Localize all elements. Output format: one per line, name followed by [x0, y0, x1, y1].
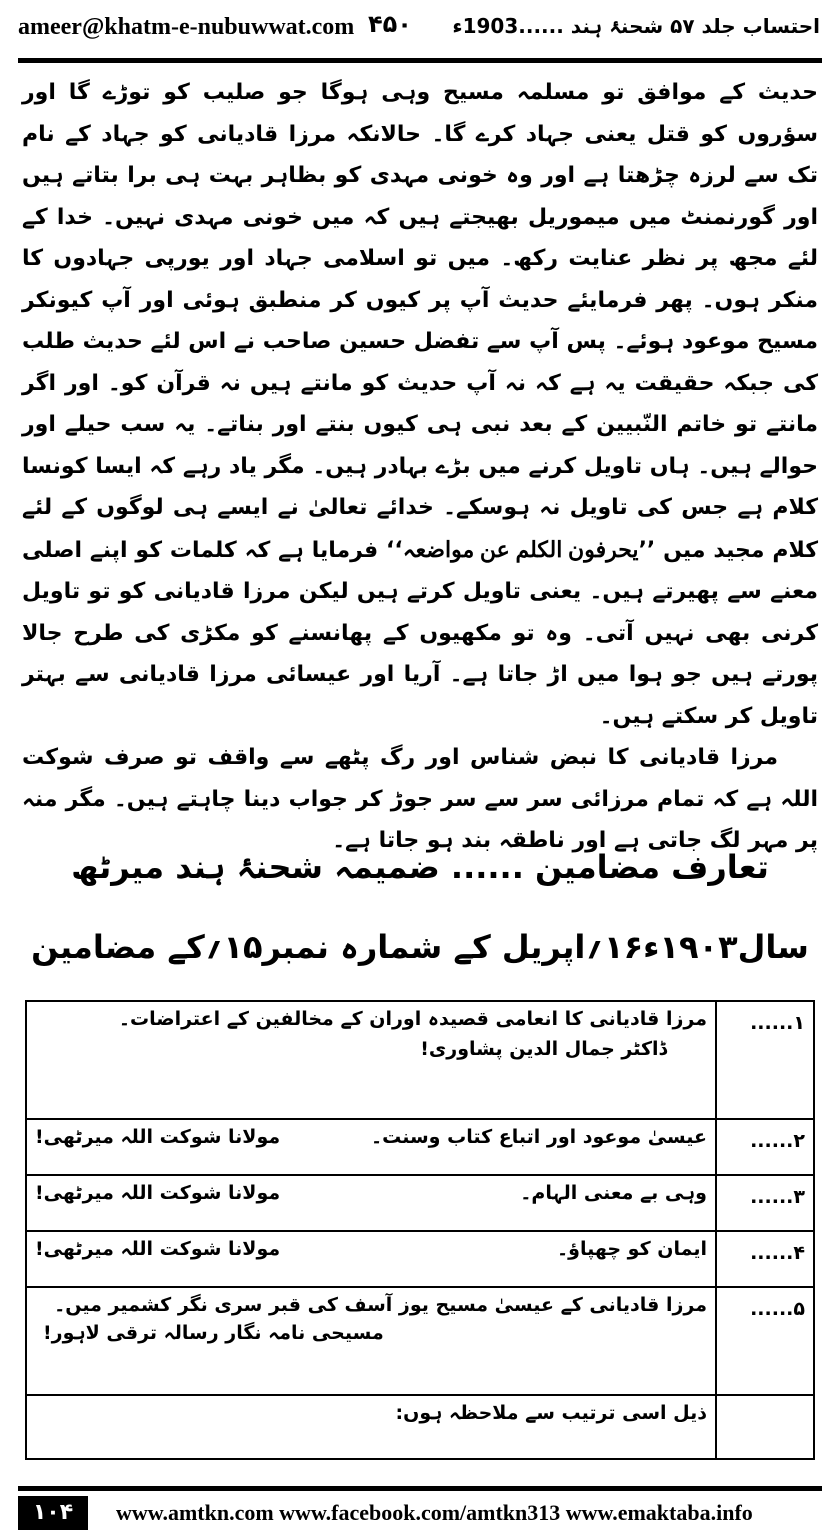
row-author: مولانا شوکت اللہ میرٹھی! — [35, 1238, 281, 1260]
row-title: مرزا قادیانی کے عیسیٰ مسیح یوز آسف کی قبر سری نگر کشمیر میں۔ — [54, 1294, 707, 1316]
row-author: مسیحی نامہ نگار رسالہ ترقی لاہور! — [43, 1322, 384, 1344]
section-subheading: سال۱۹۰۳ء۱۶؍اپریل کے شمارہ نمبر۱۵؍کے مضامین — [31, 928, 809, 966]
row-number: ۴...... — [716, 1231, 814, 1287]
contents-table — [25, 1000, 815, 1460]
row-number: ۲...... — [716, 1119, 814, 1175]
row-content — [26, 1287, 716, 1395]
table-row — [26, 1175, 814, 1231]
row-title: ذیل اسی ترتیب سے ملاحظہ ہوں: — [395, 1402, 707, 1424]
section-heading: تعارف مضامین ...... ضمیمہ شحنۂ ہند میرٹھ — [71, 848, 769, 886]
table-row — [26, 1001, 814, 1119]
row-content — [26, 1395, 716, 1459]
row-content — [26, 1231, 716, 1287]
row-number: ۳...... — [716, 1175, 814, 1231]
table-row — [26, 1231, 814, 1287]
quranic-quote: یحرفون الکلم عن مواضعہ — [402, 536, 639, 562]
footer-links[interactable]: www.amtkn.com www.facebook.com/amtkn313 www.emaktaba.info — [116, 1500, 753, 1525]
row-number: ۱...... — [716, 1001, 814, 1119]
row-title: ایمان کو چھپاؤ۔ — [557, 1238, 707, 1260]
row-author: مولانا شوکت اللہ میرٹھی! — [35, 1182, 281, 1204]
row-author: مولانا شوکت اللہ میرٹھی! — [35, 1126, 281, 1148]
row-content — [26, 1001, 716, 1119]
row-content — [26, 1119, 716, 1175]
row-title: وہی بے معنی الہام۔ — [520, 1182, 707, 1204]
table-row — [26, 1287, 814, 1395]
paragraph-2: مرزا قادیانی کا نبض شناس اور رگ پٹھے سے واقف تو صرف شوکت اللہ ہے کہ تمام مرزائی سر سے سر جوڑ کر جواب دینا چاہتے ہیں۔ مگر منہ پر مہر لگ جاتی ہے اور ناطقہ بند ہو جاتا ہے۔ — [22, 745, 818, 853]
header-title: احتساب جلد ۵۷ شحنۂ ہند ......1903ء — [452, 14, 820, 38]
paragraph-1-after: ‘‘ فرمایا ہے کہ کلمات کو اپنے اصلی معنے سے پھیرتے ہیں۔ یعنی تاویل کرتے ہیں لیکن مرزا قادیانی کو تو تاویل کرنی بھی نہیں آتی۔ وہ تو مکھیوں کے پھانسنے کو مکڑی کی طرح جالا پورتے ہیں جو ہوا میں اڑ جاتا ہے۔ آریا اور عیسائی مرزا قادیانی سے بہتر تاویل کر سکتے ہیں۔ — [22, 537, 818, 729]
header-email[interactable]: ameer@khatm-e-nubuwwat.com — [18, 14, 355, 40]
paragraph-1-text: حدیث کے موافق تو مسلمہ مسیح وہی ہوگا جو صلیب کو توڑے گا اور سؤروں کو قتل یعنی جہاد کرے گا۔ حالانکہ مرزا قادیانی کو جہاد کے نام تک سے لرزہ چڑھتا ہے اور وہ خونی مہدی کو بظاہر بہت ہی برا بتاتے ہیں اور گورنمنٹ میں میموریل بھیجتے ہیں کہ میں خونی مہدی نہیں۔ خدا کے لئے مجھ پر نظر عنایت رکھ۔ میں تو اسلامی جہاد اور یورپی جہادوں کا منکر ہوں۔ پھر فرمایئے حدیث آپ پر کیوں کر منطبق ہوئی اور آپ کیونکر مسیح موعود ہوئے۔ پس آپ سے تفضل حسین صاحب نے اس لئے حدیث طلب کی جبکہ حقیقت یہ ہے کہ نہ آپ حدیث کو مانتے ہیں نہ قرآن کو۔ اور اگر مانتے تو خاتم النّبیین کے بعد نبی ہی کیوں بنتے اور بناتے۔ یہ سب حیلے اور حوالے ہیں۔ ہاں تاویل کرنے میں بڑے بہادر ہیں۔ مگر یاد رہے کہ ایسا کونسا کلام ہے جس کی تاویل نہ ہوسکے۔ خدائے تعالیٰ نے ایسے ہی لوگوں کے لئے کلام مجید میں ’’ — [22, 80, 818, 563]
header-rule — [18, 58, 822, 63]
table-row — [26, 1119, 814, 1175]
body-text — [22, 72, 818, 862]
footer-page-number: ۱۰۴ — [18, 1496, 88, 1530]
row-author: ڈاکٹر جمال الدین پشاوری! — [420, 1038, 667, 1060]
row-number: ۵...... — [716, 1287, 814, 1395]
paragraph-1 — [22, 72, 818, 737]
table-row — [26, 1395, 814, 1459]
footer-rule — [18, 1486, 822, 1491]
header-page-number: ۴۵۰ — [368, 10, 412, 38]
row-number — [716, 1395, 814, 1459]
page-header — [0, 0, 840, 64]
row-title: مرزا قادیانی کا انعامی قصیدہ اوران کے مخالفین کے اعتراضات۔ — [118, 1008, 707, 1030]
row-content — [26, 1175, 716, 1231]
row-title: عیسیٰ موعود اور اتباع کتاب وسنت۔ — [371, 1126, 707, 1148]
